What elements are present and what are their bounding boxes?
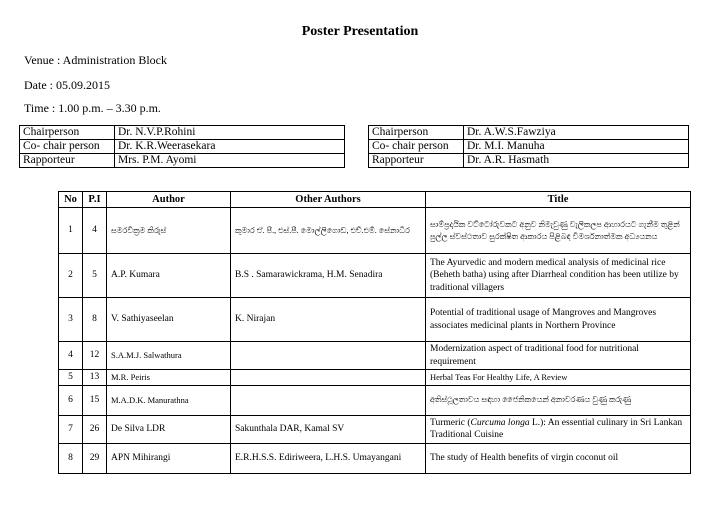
cell-title: Herbal Teas For Healthy Life, A Review [426,370,691,386]
table-row [59,415,691,443]
cell-no: 2 [59,254,83,298]
cell-author: M.A.D.K. Manurathna [107,385,231,415]
cell-title: The study of Health benefits of virgin coconut oil [426,443,691,473]
role-name: Dr. A.W.S.Fawziya [464,126,689,140]
poster-schedule-table [58,191,691,474]
cell-title: Potential of traditional usage of Mangroves and Mangroves associates medicinal plants in Northern Province [426,298,691,342]
table-row [59,298,691,342]
role-label: Co- chair person [20,140,115,154]
role-label: Co- chair person [369,140,464,154]
header-other-authors: Other Authors [231,192,426,208]
cell-pi: 29 [83,443,107,473]
role-label: Rapporteur [369,154,464,168]
cell-pi: 12 [83,342,107,370]
title-text-prefix: Turmeric ( [430,417,471,428]
cell-author: De Silva LDR [107,415,231,443]
table-row [59,385,691,415]
cell-other-authors [231,370,426,386]
cell-other-authors: B.S . Samarawickrama, H.M. Senadira [231,254,426,298]
cell-pi: 5 [83,254,107,298]
table-row [59,254,691,298]
cell-title: අතිස්ථූලතාවය සඳහා ජෛනිකයෙන් අනාවරණය වුණු කරුණු [426,385,691,415]
role-name: Dr. N.V.P.Rohini [115,126,345,140]
title-species-name: Curcuma longa [470,417,530,428]
roles-row [20,126,345,140]
header-author: Author [107,192,231,208]
cell-no: 3 [59,298,83,342]
session-roles-left-table [19,125,345,168]
role-name: Dr. M.I. Manuha [464,140,689,154]
cell-author: M.R. Peiris [107,370,231,386]
cell-no: 7 [59,415,83,443]
header-no: No [59,192,83,208]
role-label: Chairperson [369,126,464,140]
cell-pi: 26 [83,415,107,443]
title-text-suffix: L.): An essential culinary in Sri Lankan Traditional Cuisine [430,417,683,440]
cell-no: 1 [59,208,83,254]
cell-title: The Ayurvedic and modern medical analysis of medicinal rice (Beheth batha) using after Diarrheal condition has been utilize by traditional villagers [426,254,691,298]
header-pi: P.I [83,192,107,208]
cell-pi: 15 [83,385,107,415]
cell-pi: 8 [83,298,107,342]
cell-no: 5 [59,370,83,386]
roles-row [369,140,689,154]
table-row [59,342,691,370]
table-row [59,208,691,254]
cell-author: S.A.M.J. Salwathura [107,342,231,370]
cell-title: Modernization aspect of traditional food for nutritional requirement [426,342,691,370]
table-header-row [59,192,691,208]
cell-other-authors [231,385,426,415]
role-name: Dr. K.R.Weerasekara [115,140,345,154]
cell-other-authors [231,342,426,370]
venue-line: Venue : Administration Block [24,53,167,67]
cell-author: APN Mihirangi [107,443,231,473]
cell-no: 6 [59,385,83,415]
role-label: Rapporteur [20,154,115,168]
cell-author: සමරවික්‍රම කිරුස් [107,208,231,254]
cell-no: 4 [59,342,83,370]
cell-other-authors: කුමාර ඒ. පී., එස්.පී. මොල්ලිගොඩ, එච්.එම්. සේනාධීර [231,208,426,254]
table-row [59,370,691,386]
role-label: Chairperson [20,126,115,140]
date-line: Date : 05.09.2015 [24,78,110,92]
role-name: Mrs. P.M. Ayomi [115,154,345,168]
roles-row [20,154,345,168]
roles-row [369,154,689,168]
cell-other-authors: Sakunthala DAR, Kamal SV [231,415,426,443]
table-row [59,443,691,473]
session-roles-right-table [368,125,689,168]
cell-other-authors: K. Nirajan [231,298,426,342]
header-title: Title [426,192,691,208]
cell-pi: 13 [83,370,107,386]
cell-title: සාම්ප්‍රදායික වට්ටෝරුවකට අනුව නිමැවුණු වැලිකලප ආහාරයට ගැනීම තුළින් පුල්ල ස්වස්ථතාව සුරක්ෂිත ආකාරය පිළිබඳ විමර්ශනාත්මක අධ්‍යයනය [426,208,691,254]
cell-author: A.P. Kumara [107,254,231,298]
cell-no: 8 [59,443,83,473]
page-title: Poster Presentation [301,24,419,39]
cell-title [426,415,691,443]
cell-other-authors: E.R.H.S.S. Ediriweera, L.H.S. Umayangani [231,443,426,473]
role-name: Dr. A.R. Hasmath [464,154,689,168]
time-line: Time : 1.00 p.m. – 3.30 p.m. [24,101,161,115]
cell-author: V. Sathiyaseelan [107,298,231,342]
roles-row [369,126,689,140]
roles-row [20,140,345,154]
cell-pi: 4 [83,208,107,254]
